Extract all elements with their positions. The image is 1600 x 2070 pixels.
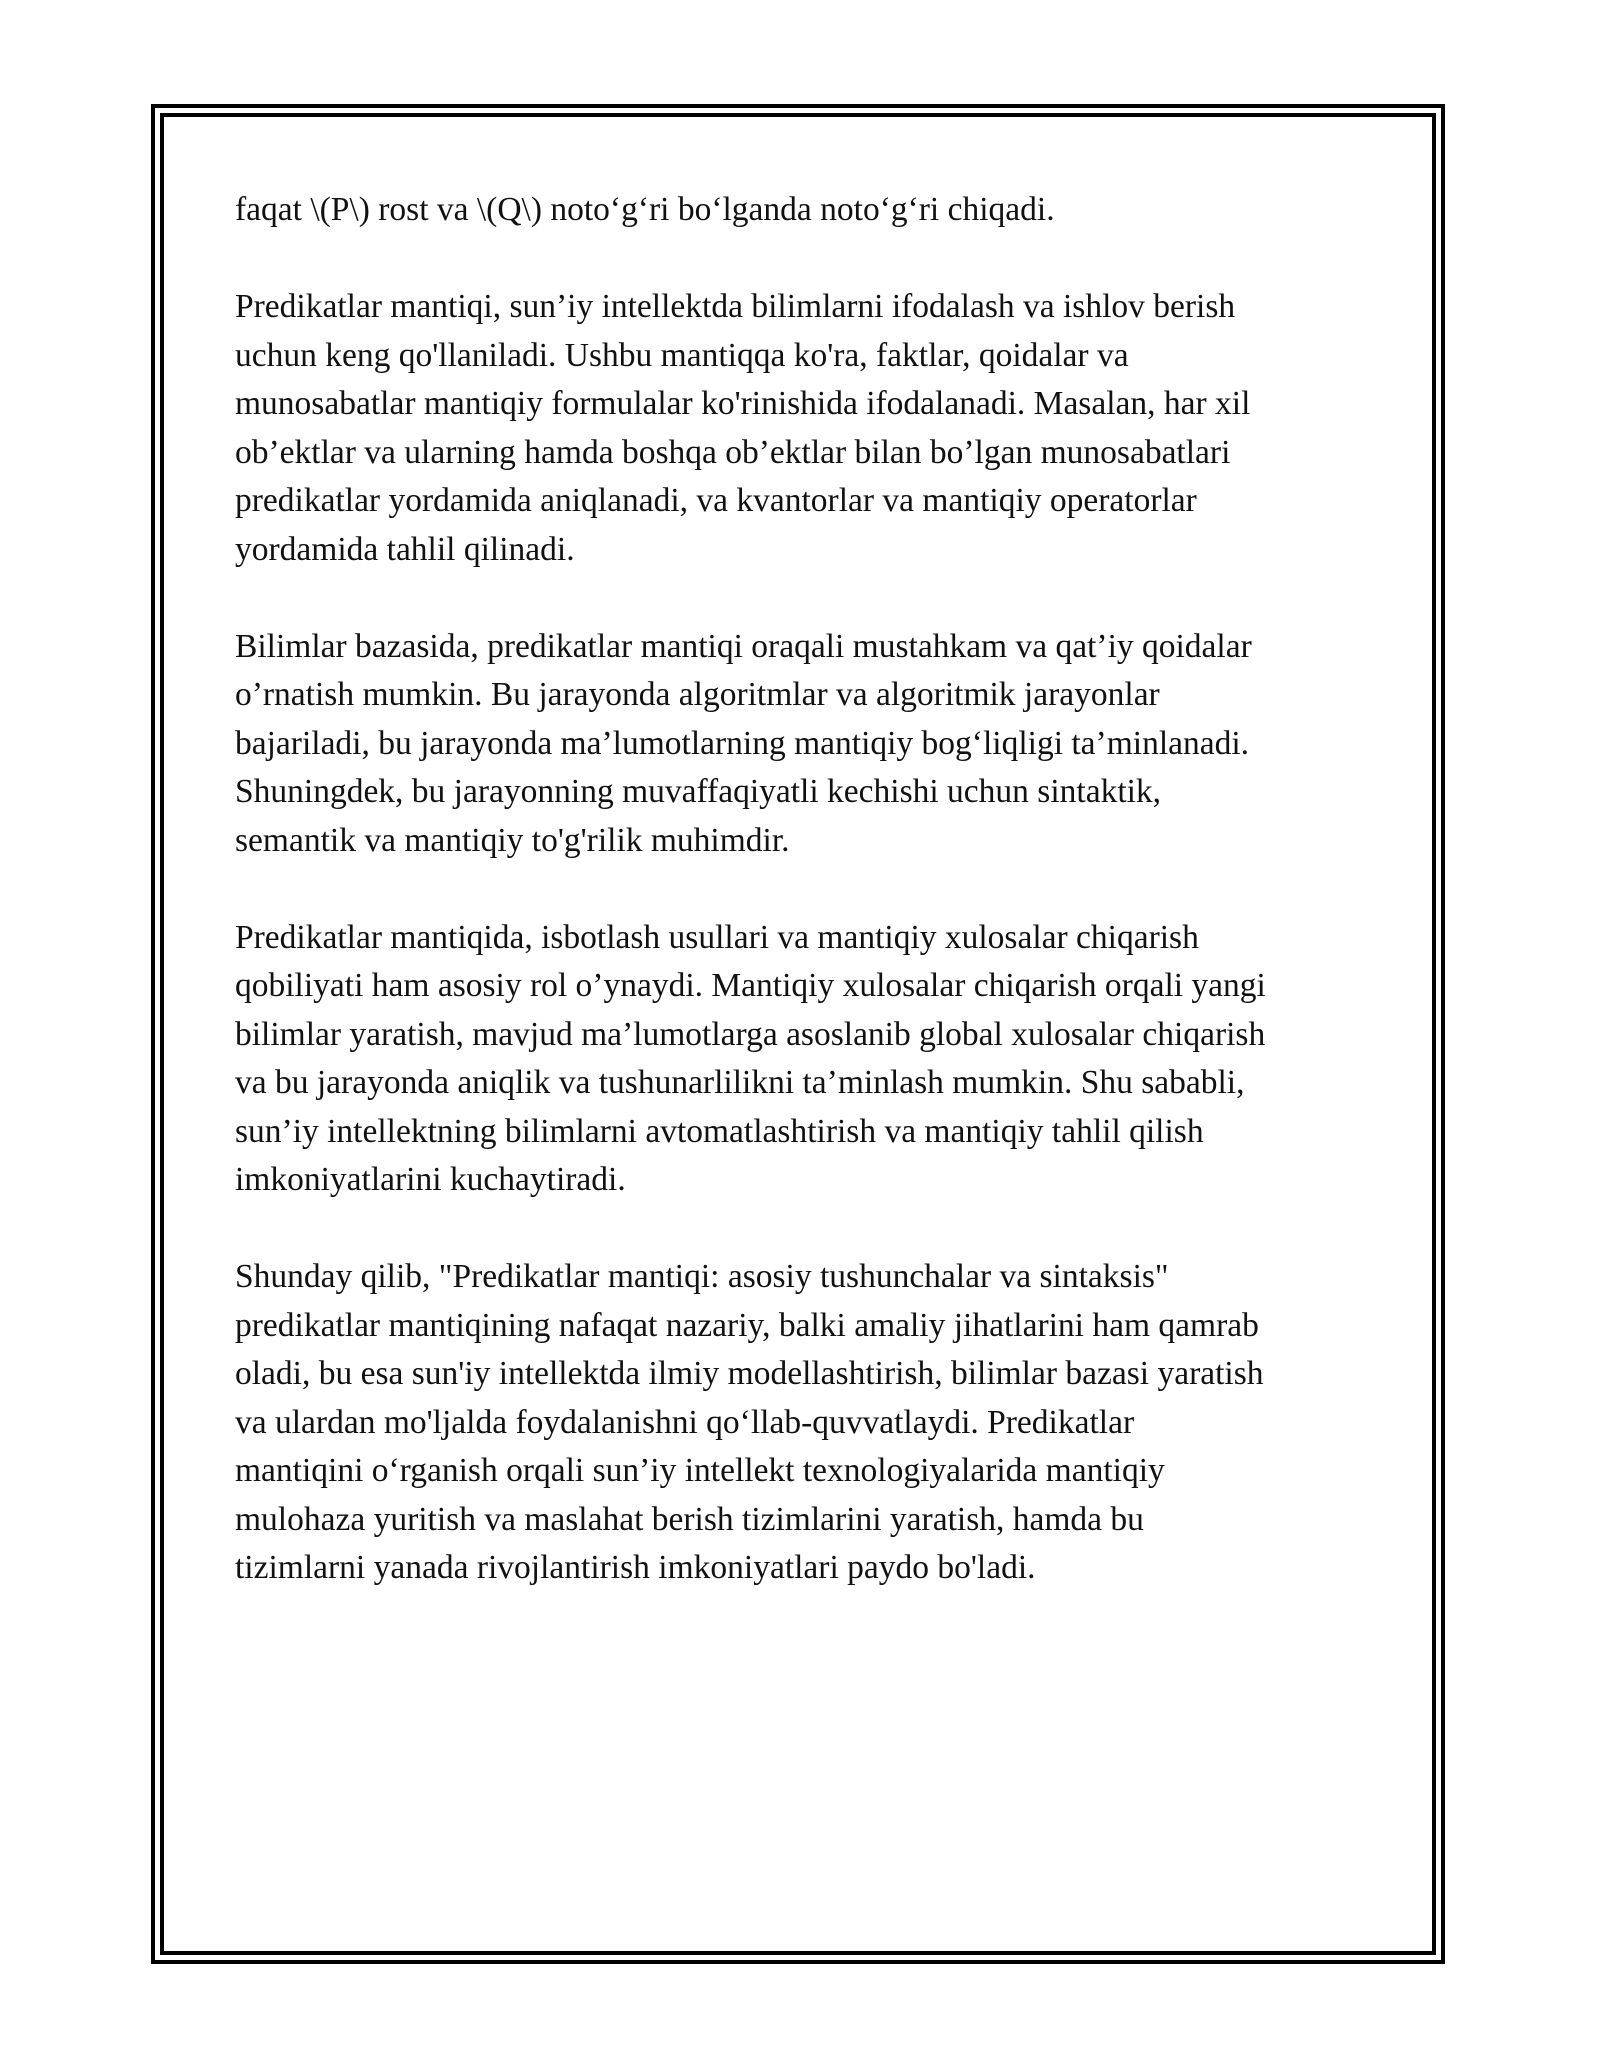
text-line: predikatlar yordamida aniqlanadi, va kvantorlar va mantiqiy operatorlar xyxy=(235,482,1197,519)
paragraph-5 xyxy=(235,1253,1365,1593)
text-line: o’rnatish mumkin. Bu jarayonda algoritmlar va algoritmik jarayonlar xyxy=(235,676,1160,713)
text-line: tizimlarni yanada rivojlantirish imkoniyatlari paydo bo'ladi. xyxy=(235,1549,1036,1586)
paragraph-3 xyxy=(235,623,1365,866)
text-line: mulohaza yuritish va maslahat berish tizimlarini yaratish, hamda bu xyxy=(235,1500,1144,1538)
text-line: uchun keng qo'llaniladi. Ushbu mantiqqa ko'ra, faktlar, qoidalar va xyxy=(235,336,1129,374)
paragraph-4 xyxy=(235,914,1365,1205)
text-line: semantik va mantiqiy to'g'rilik muhimdir. xyxy=(235,821,790,859)
text-line: yordamida tahlil qilinadi. xyxy=(235,530,575,568)
text-line: bajariladi, bu jarayonda ma’lumotlarning mantiqiy bog‘liqligi ta’minlanadi. xyxy=(235,724,1250,762)
text-line: predikatlar mantiqining nafaqat nazariy, balki amaliy jihatlarini ham qamrab xyxy=(235,1306,1259,1344)
text-line: va ulardan mo'ljalda foydalanishni qo‘llab-quvvatlaydi. Predikatlar xyxy=(235,1403,1135,1441)
paragraph-2 xyxy=(235,283,1365,574)
text-line: Bilimlar bazasida, predikatlar mantiqi oraqali mustahkam va qat’iy qoidalar xyxy=(235,627,1252,665)
text-line: Predikatlar mantiqi, sun’iy intellektda bilimlarni ifodalash va ishlov berish xyxy=(235,288,1236,325)
text-line: faqat \(P\) rost va \(Q\) noto‘g‘ri bo‘lganda noto‘g‘ri chiqadi. xyxy=(235,191,1055,228)
text-line: va bu jarayonda aniqlik va tushunarlilikni ta’minlash mumkin. Shu sababli, xyxy=(235,1064,1245,1101)
text-line: ob’ektlar va ularning hamda boshqa ob’ektlar bilan bo’lgan munosabatlari xyxy=(235,433,1231,471)
text-line: Shuningdek, bu jarayonning muvaffaqiyatli kechishi uchun sintaktik, xyxy=(235,773,1162,810)
text-line: qobiliyati ham asosiy rol o’ynaydi. Mantiqiy xulosalar chiqarish orqali yangi xyxy=(235,967,1266,1004)
text-line: bilimlar yaratish, mavjud ma’lumotlarga asoslanib global xulosalar chiqarish xyxy=(235,1015,1266,1053)
text-line: sun’iy intellektning bilimlarni avtomatlashtirish va mantiqiy tahlil qilish xyxy=(235,1112,1204,1150)
text-line: mantiqini o‘rganish orqali sun’iy intellekt texnologiyalarida mantiqiy xyxy=(235,1452,1165,1489)
text-line: imkoniyatlarini kuchaytiradi. xyxy=(235,1161,626,1198)
text-line: munosabatlar mantiqiy formulalar ko'rinishida ifodalanadi. Masalan, har xil xyxy=(235,385,1251,422)
text-line: oladi, bu esa sun'iy intellektda ilmiy modellashtirish, bilimlar bazasi yaratish xyxy=(235,1355,1264,1392)
paragraph-1 xyxy=(235,186,1365,235)
text-line: Shunday qilib, "Predikatlar mantiqi: asosiy tushunchalar va sintaksis" xyxy=(235,1258,1169,1295)
document-body xyxy=(235,186,1365,1641)
text-line: Predikatlar mantiqida, isbotlash usullari va mantiqiy xulosalar chiqarish xyxy=(235,918,1199,956)
